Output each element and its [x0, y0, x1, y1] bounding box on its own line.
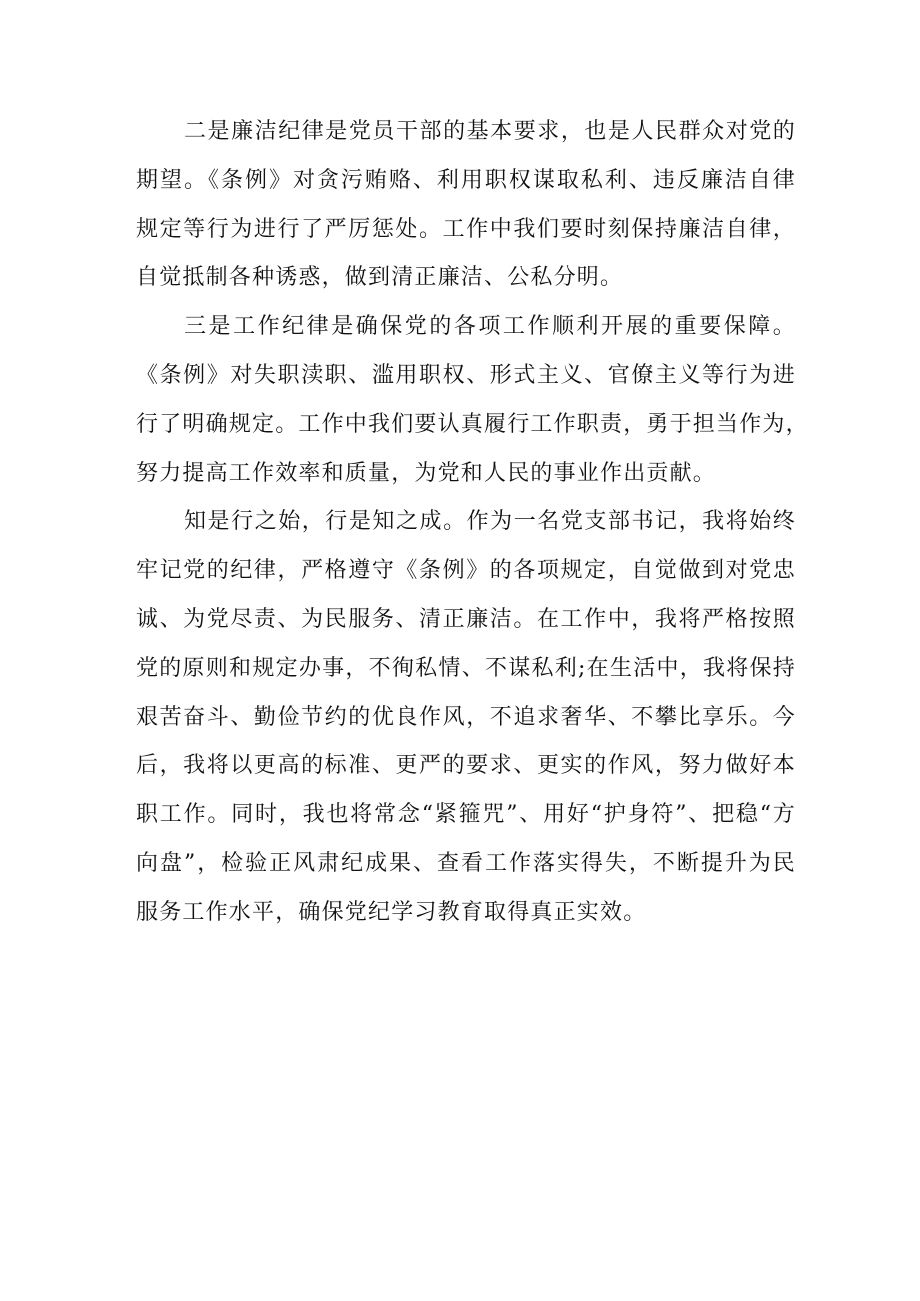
paragraph-conclusion — [136, 498, 796, 937]
paragraph-line: 三是工作纪律是确保党的各项工作顺利开展的重要保障。 — [184, 314, 796, 340]
paragraph-line: 规定等行为进行了严厉惩处。工作中我们要时刻保持廉洁自律， — [136, 216, 796, 242]
paragraph-line: 《条例》对失职渎职、滥用职权、形式主义、官僚主义等行为进 — [136, 362, 796, 388]
paragraph-line: 党的原则和规定办事，不徇私情、不谋私利;在生活中，我将保持 — [136, 655, 796, 681]
paragraph-line: 向盘”，检验正风肃纪成果、查看工作落实得失，不断提升为民 — [136, 850, 796, 876]
paragraph-line: 牢记党的纪律，严格遵守《条例》的各项规定，自觉做到对党忠 — [136, 558, 796, 584]
paragraph-line: 知是行之始，行是知之成。作为一名党支部书记，我将始终 — [184, 509, 796, 535]
paragraph-line: 后，我将以更高的标准、更严的要求、更实的作风，努力做好本 — [136, 753, 796, 779]
paragraph-line: 职工作。同时，我也将常念“紧箍咒”、用好“护身符”、把稳“方 — [136, 802, 796, 828]
paragraph-line: 行了明确规定。工作中我们要认真履行工作职责，勇于担当作为， — [136, 411, 809, 437]
document-body — [136, 108, 809, 938]
paragraph-line: 艰苦奋斗、勤俭节约的优良作风，不追求奢华、不攀比享乐。今 — [136, 704, 796, 730]
paragraph-line: 二是廉洁纪律是党员干部的基本要求，也是人民群众对党的 — [184, 119, 796, 144]
paragraph-line: 努力提高工作效率和质量，为党和人民的事业作出贡献。 — [136, 460, 717, 486]
paragraph-line: 服务工作水平，确保党纪学习教育取得真正实效。 — [136, 899, 647, 925]
paragraph-integrity-discipline — [136, 108, 796, 303]
paragraph-work-discipline — [136, 303, 809, 498]
paragraph-line: 期望。《条例》对贪污贿赂、利用职权谋取私利、违反廉洁自律 — [136, 167, 796, 193]
paragraph-line: 诚、为党尽责、为民服务、清正廉洁。在工作中，我将严格按照 — [136, 606, 796, 632]
paragraph-line: 自觉抵制各种诱惑，做到清正廉洁、公私分明。 — [136, 265, 624, 291]
